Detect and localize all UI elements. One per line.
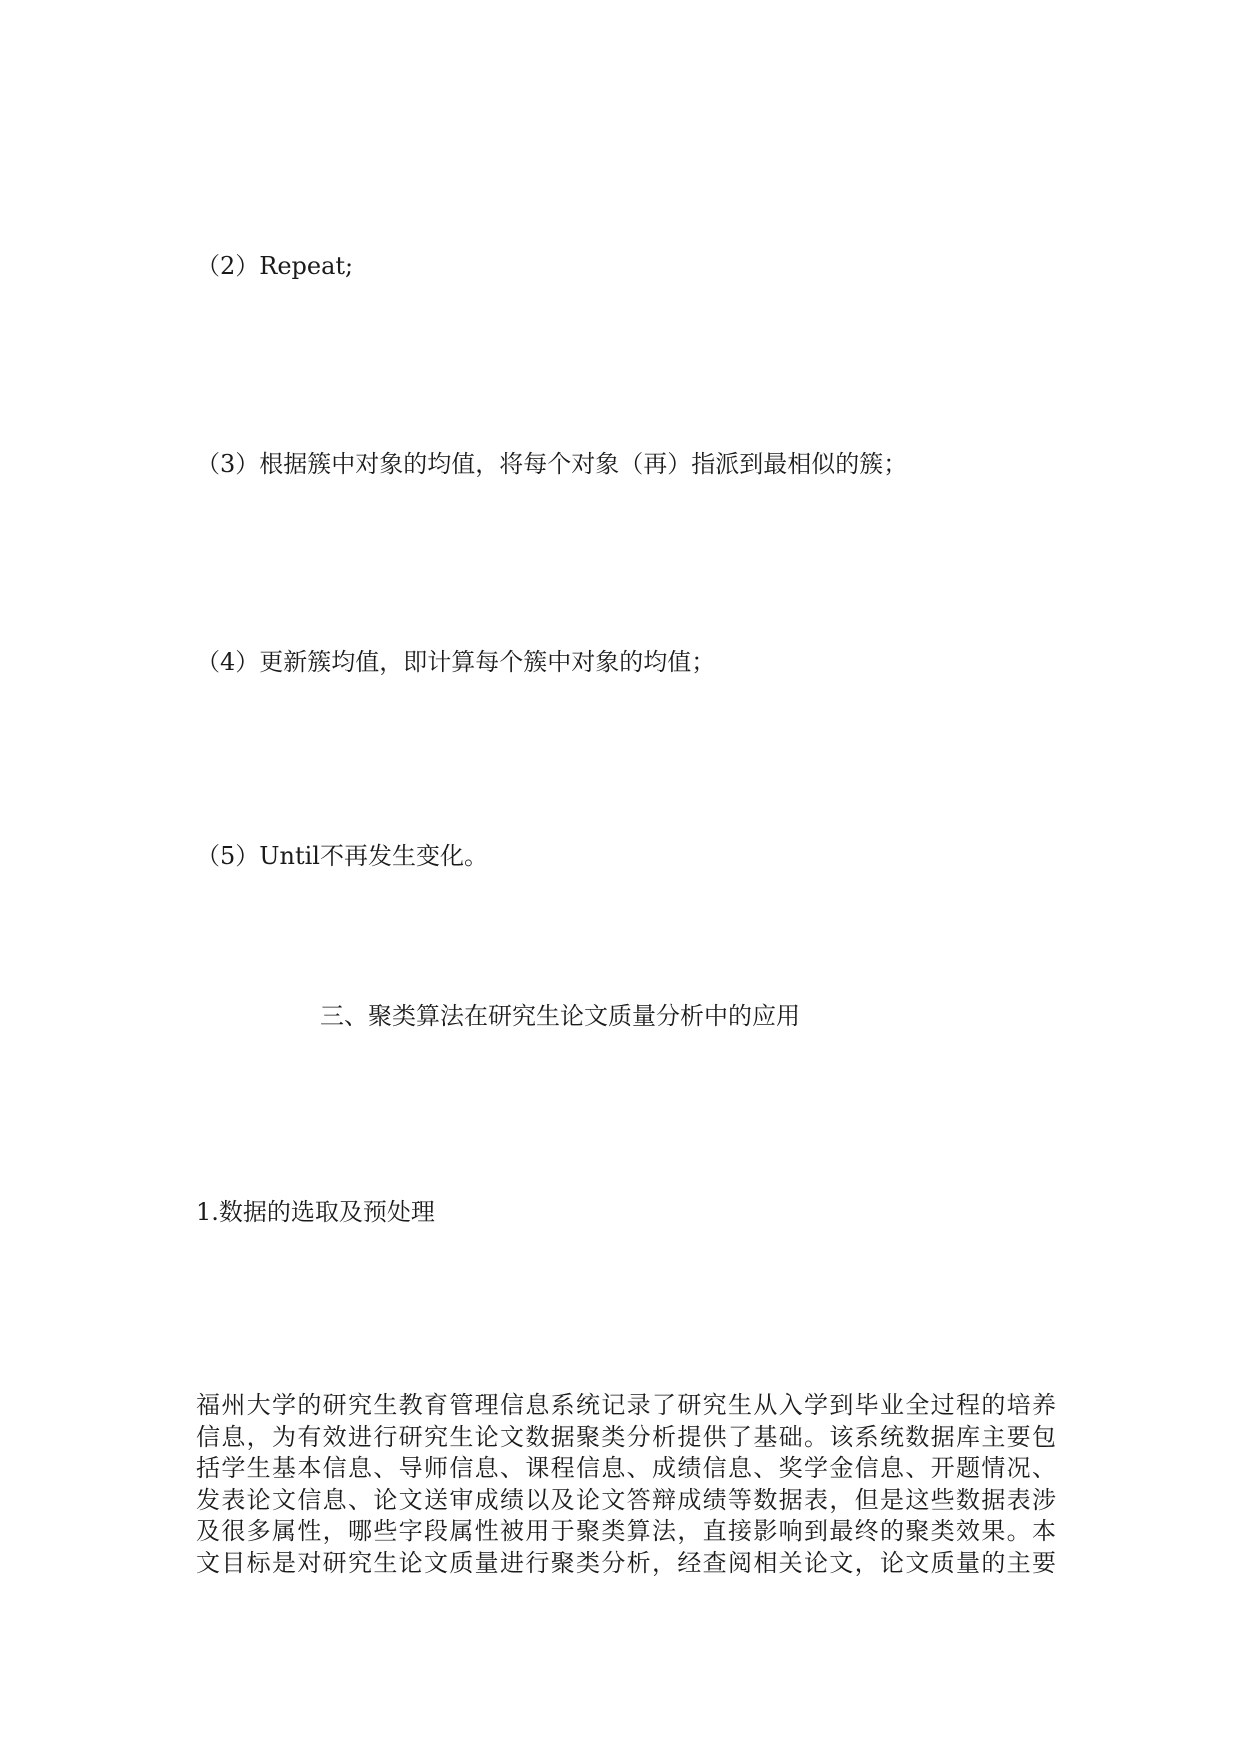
sub-heading: 1.数据的选取及预处理 xyxy=(196,1198,435,1226)
algorithm-step-3: （3）根据簇中对象的均值，将每个对象（再）指派到最相似的簇； xyxy=(196,450,908,478)
paragraph-line: 福州大学的研究生教育管理信息系统记录了研究生从入学到毕业全过程的培养 xyxy=(196,1391,1056,1419)
paragraph-line: 及很多属性，哪些字段属性被用于聚类算法，直接影响到最终的聚类效果。本 xyxy=(196,1517,1056,1545)
algorithm-step-5: （5）Until不再发生变化。 xyxy=(196,842,488,870)
paragraph-line: 文目标是对研究生论文质量进行聚类分析，经查阅相关论文，论文质量的主要 xyxy=(196,1548,1056,1577)
body-paragraph xyxy=(196,1390,1056,1579)
section-heading: 三、聚类算法在研究生论文质量分析中的应用 xyxy=(320,1002,800,1030)
algorithm-step-4: （4）更新簇均值，即计算每个簇中对象的均值； xyxy=(196,648,716,676)
algorithm-step-2: （2）Repeat; xyxy=(196,252,354,280)
paragraph-line: 发表论文信息、论文送审成绩以及论文答辩成绩等数据表，但是这些数据表涉 xyxy=(196,1485,1056,1514)
paragraph-line: 信息，为有效进行研究生论文数据聚类分析提供了基础。该系统数据库主要包 xyxy=(196,1422,1056,1451)
paragraph-line: 括学生基本信息、导师信息、课程信息、成绩信息、奖学金信息、开题情况、 xyxy=(196,1454,1056,1482)
